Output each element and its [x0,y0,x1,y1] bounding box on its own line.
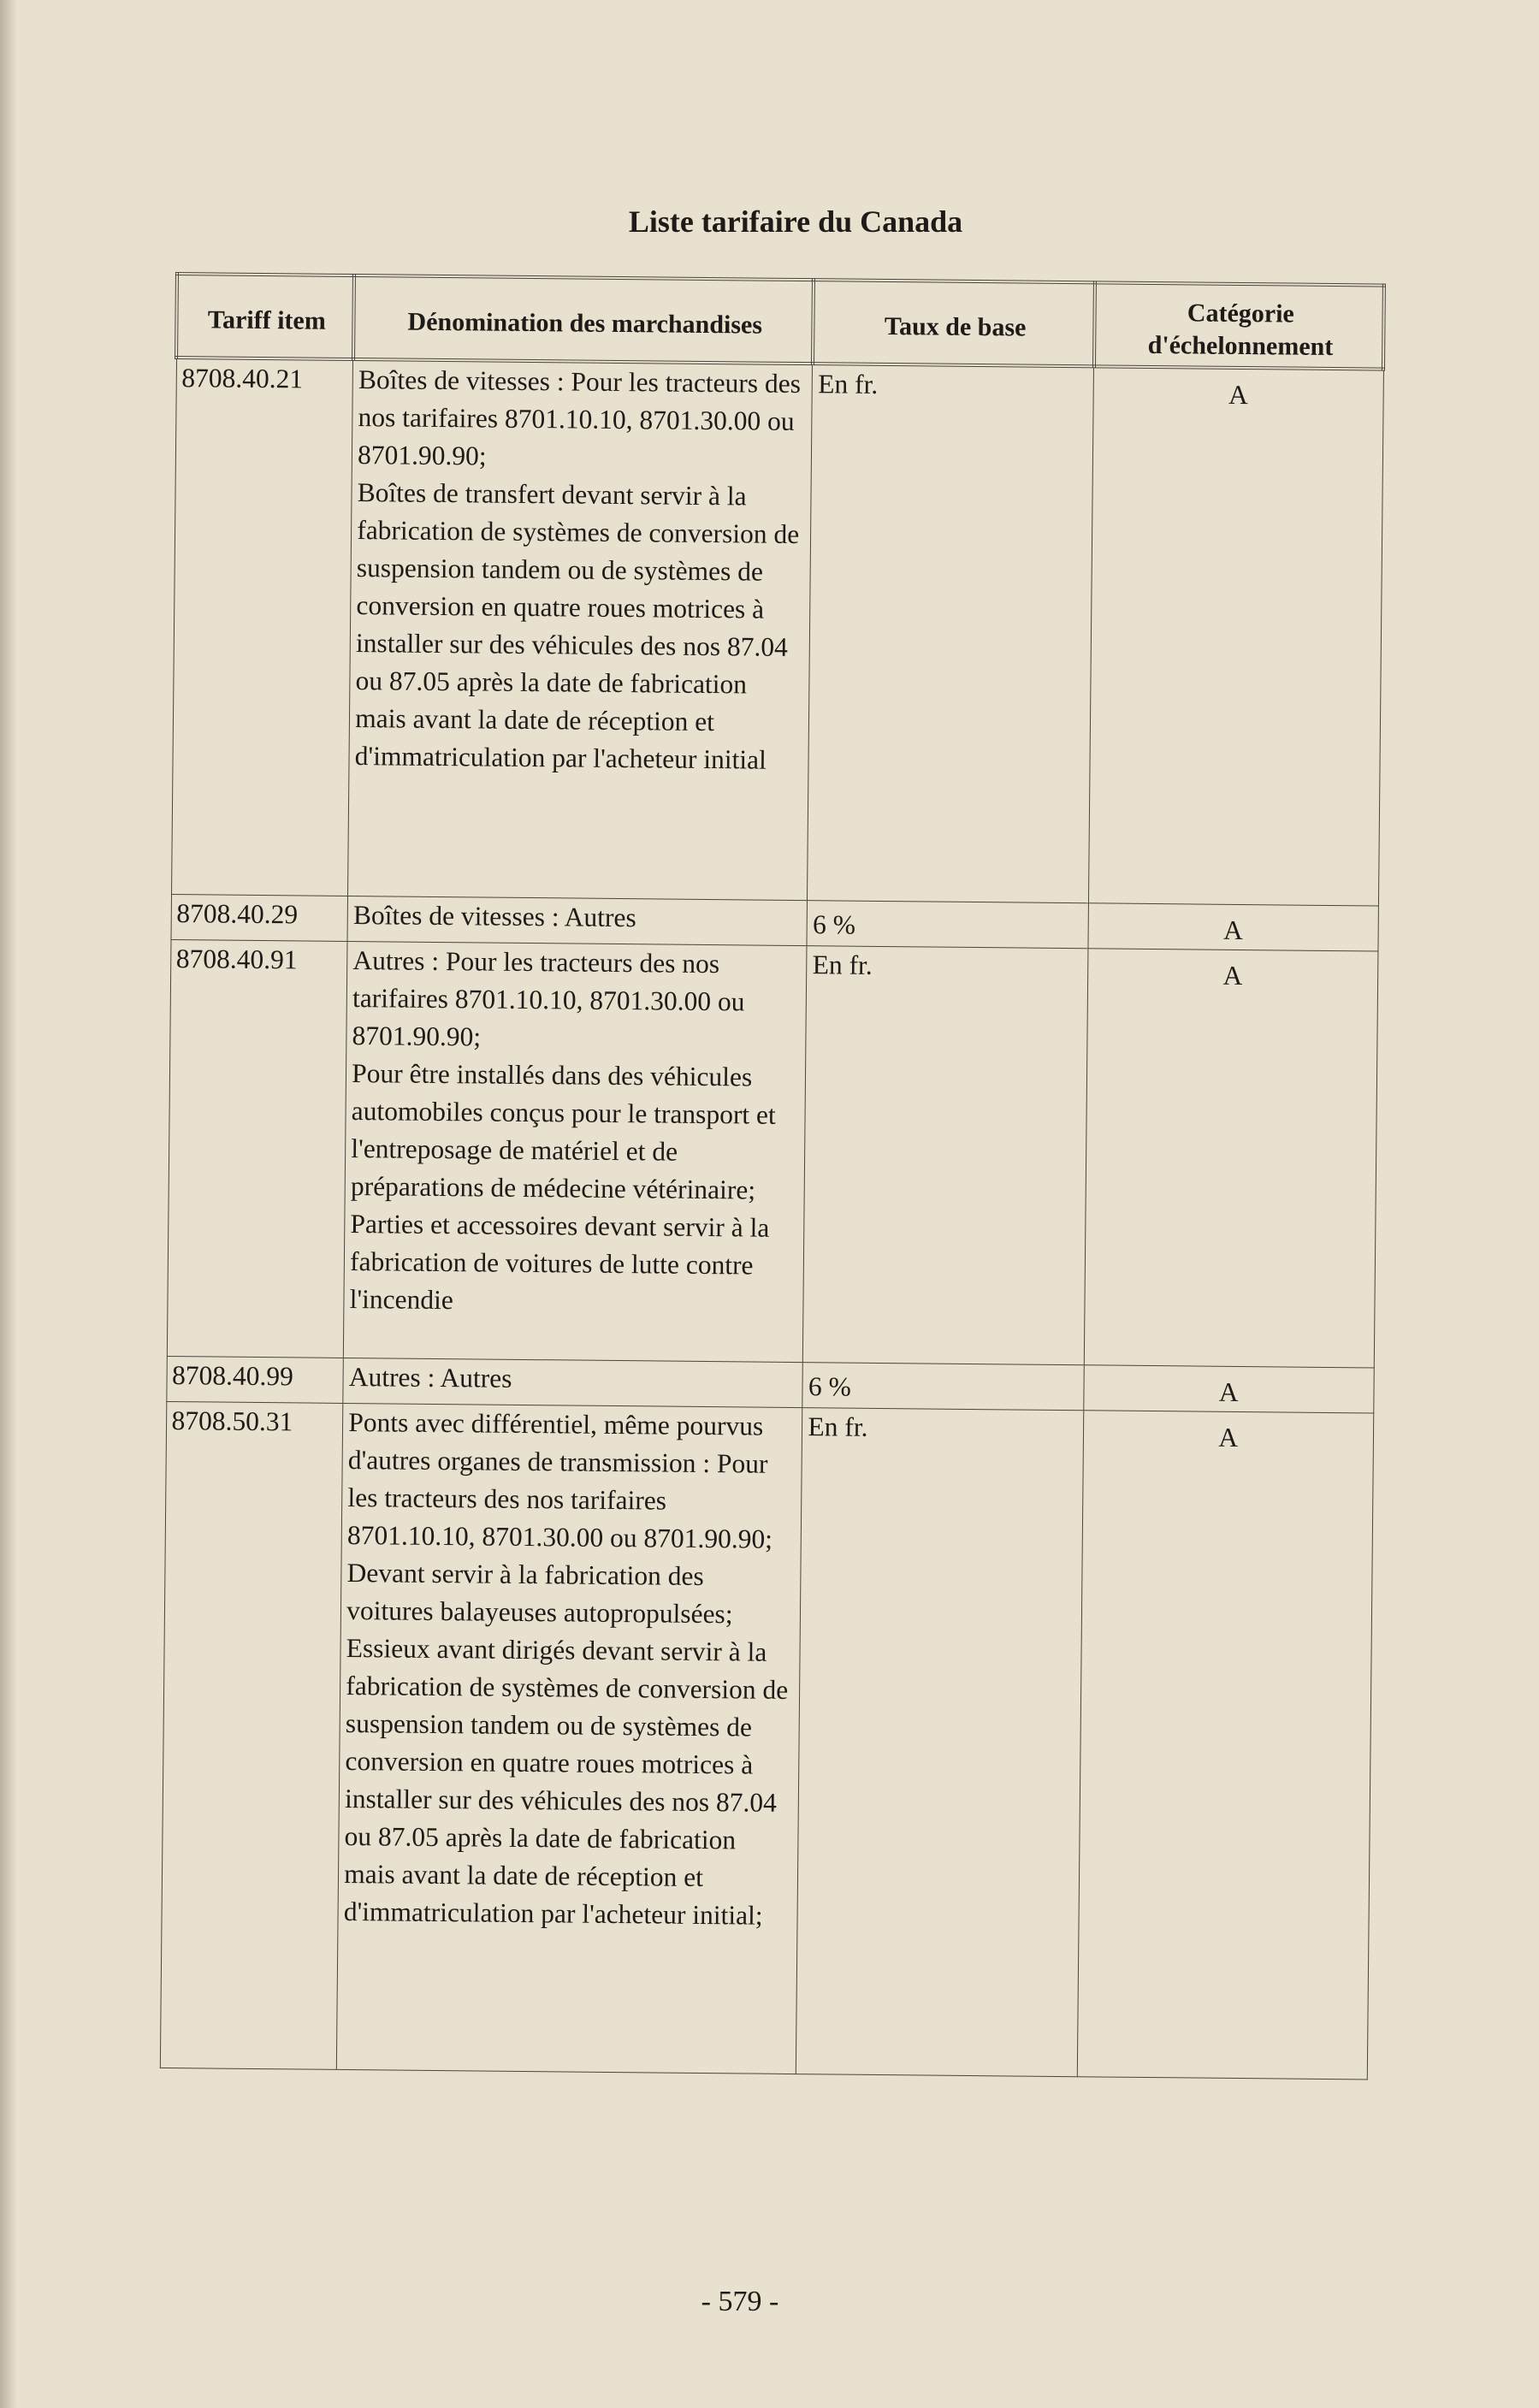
staging-category: A [1077,1411,1373,2080]
staging-category: A [1088,903,1378,951]
header-base-rate: Taux de base [813,280,1095,366]
staging-category: A [1084,1365,1374,1413]
page-number: - 579 - [701,2286,779,2317]
description-line: Boîtes de vitesses : Pour les tracteurs des nos tarifaires 8701.10.10, 8701.30.00 ou 8701.90.90; [357,364,802,471]
table-header-row [176,274,1384,370]
description-line: Ponts avec différentiel, même pourvus d'autres organes de transmission : Pour les tracteurs des nos tarifaires 8701.10.10, 8701.30.00 ou 8701.90.90; [346,1407,773,1554]
table-row [160,1401,1373,2080]
description-line: Parties et accessoires devant servir à la fabrication de voitures de lutte contre l'incendie [349,1209,770,1316]
page-edge-shadow [0,0,17,2408]
base-rate: 6 % [802,1363,1084,1411]
description-line: Autres : Autres [348,1362,512,1393]
goods-description [337,1403,803,2074]
description-line: Devant servir à la fabrication des voitures balayeuses autopropulsées; [346,1557,733,1630]
description-line: Essieux avant dirigés devant servir à la fabrication de systèmes de conversion de suspension tandem ou de systèmes de conversion en quatre roues motrices à installer sur des véhicules des nos 87.04 ou 87.05 après la date de fabrication mais avant la date de réception et d'immatriculation par l'acheteur initial; [343,1632,789,1931]
tariff-item-code: 8708.50.31 [160,1401,343,2069]
description-line: Pour être installés dans des véhicules automobiles conçus pour le transport et l'entreposage de matériel et de préparations de médecine vétérinaire; [350,1058,776,1205]
goods-description [348,359,813,901]
base-rate: En fr. [808,364,1094,903]
header-tariff-item: Tariff item [176,274,354,359]
tariff-item-code: 8708.40.99 [166,1356,343,1403]
staging-category: A [1084,949,1377,1368]
header-staging-category: Catégorie d'échelonnement [1094,282,1384,369]
tariff-item-code: 8708.40.29 [171,894,348,941]
description-line: Autres : Pour les tracteurs des nos tarifaires 8701.10.10, 8701.30.00 ou 8701.90.90; [352,945,745,1052]
page-title: Liste tarifaire du Canada [628,204,963,239]
description-line: Boîtes de transfert devant servir à la fabrication de systèmes de conversion de suspension tandem ou de systèmes de conversion en quatre roues motrices à installer sur des véhicules des nos 87.04 ou 87.05 après la date de fabrication mais avant la date de réception et d'immatriculation par l'acheteur initial [354,477,800,775]
staging-category: A [1088,366,1382,906]
goods-description [343,1358,803,1407]
tariff-table [158,272,1386,2080]
goods-description [344,941,808,1362]
table-row [171,358,1383,906]
header-description: Dénomination des marchandises [353,275,814,364]
table-row [167,939,1378,1368]
base-rate: En fr. [803,946,1088,1365]
tariff-item-code: 8708.40.21 [171,358,353,896]
description-line: Boîtes de vitesses : Autres [352,900,636,933]
tariff-item-code: 8708.40.91 [167,939,347,1358]
goods-description [347,896,808,945]
base-rate: 6 % [807,901,1088,949]
base-rate: En fr. [796,1408,1084,2077]
